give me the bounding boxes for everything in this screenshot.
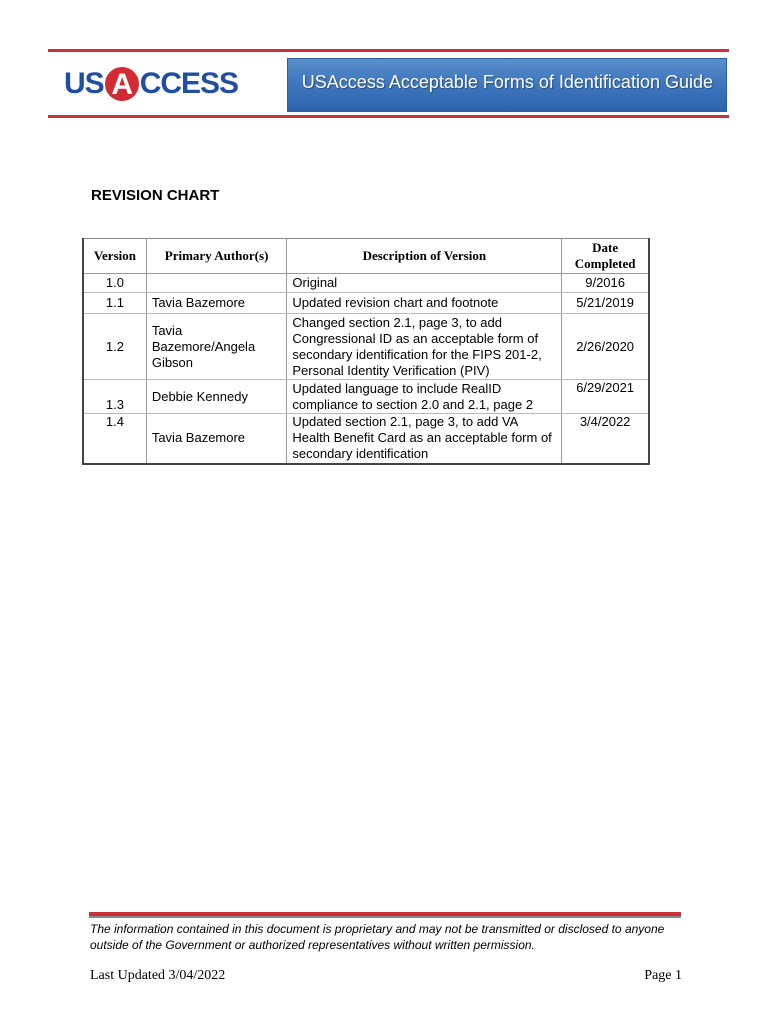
cell-version: 1.4: [83, 414, 146, 464]
cell-version: 1.1: [83, 293, 146, 314]
table-row: [83, 380, 649, 414]
cell-description: Changed section 2.1, page 3, to add Congressional ID as an acceptable form of secondary identification for the FIPS 201-2, Personal Identity Verification (PIV): [287, 314, 562, 380]
header-version: Version: [83, 239, 146, 274]
cell-author: Debbie Kennedy: [146, 380, 287, 414]
cell-description: Updated language to include RealID compliance to section 2.0 and 2.1, page 2: [287, 380, 562, 414]
header-top-rule: [48, 49, 729, 52]
table-row: [83, 293, 649, 314]
revision-table: [82, 238, 650, 465]
header-date-line2: Completed: [574, 256, 636, 271]
cell-date: 6/29/2021: [562, 380, 649, 414]
cell-version: 1.0: [83, 274, 146, 293]
cell-description: Original: [287, 274, 562, 293]
header-date-line1: Date: [592, 240, 619, 255]
footer-rule: [89, 912, 681, 918]
cell-description: Updated revision chart and footnote: [287, 293, 562, 314]
logo-ccess-text: CCESS: [139, 67, 239, 100]
table-row: [83, 414, 649, 464]
table-row: [83, 314, 649, 380]
cell-author: [146, 274, 287, 293]
cell-description: Updated section 2.1, page 3, to add VA Health Benefit Card as an acceptable form of secondary identification: [287, 414, 562, 464]
disclaimer-text: The information contained in this document is proprietary and may not be transmitted or disclosed to anyone outside of the Government or authorized representatives without written permission.: [90, 922, 665, 952]
cell-author: Tavia Bazemore: [146, 414, 287, 464]
header-date: [562, 239, 649, 274]
last-updated: Last Updated 3/04/2022: [90, 968, 226, 983]
cell-author: Tavia Bazemore: [146, 293, 287, 314]
table-row: [83, 274, 649, 293]
usaccess-logo: [64, 62, 238, 106]
cell-date: 5/21/2019: [562, 293, 649, 314]
logo-a-circle: A: [105, 67, 139, 101]
cell-author: Tavia Bazemore/Angela Gibson: [146, 314, 287, 380]
cell-version: 1.3: [83, 380, 146, 414]
cell-version: 1.2: [83, 314, 146, 380]
cell-date: 2/26/2020: [562, 314, 649, 380]
logo-us-text: US: [64, 67, 104, 100]
document-title: USAccess Acceptable Forms of Identification Guide: [301, 72, 713, 92]
table-header-row: [83, 239, 649, 274]
header-description: Description of Version: [287, 239, 562, 274]
cell-date: 3/4/2022: [562, 414, 649, 464]
section-title: REVISION CHART: [91, 187, 220, 204]
header-banner: [287, 58, 727, 112]
header-author: Primary Author(s): [146, 239, 287, 274]
header-bottom-rule: [48, 115, 729, 118]
cell-date: 9/2016: [562, 274, 649, 293]
page-number: Page 1: [644, 968, 682, 983]
